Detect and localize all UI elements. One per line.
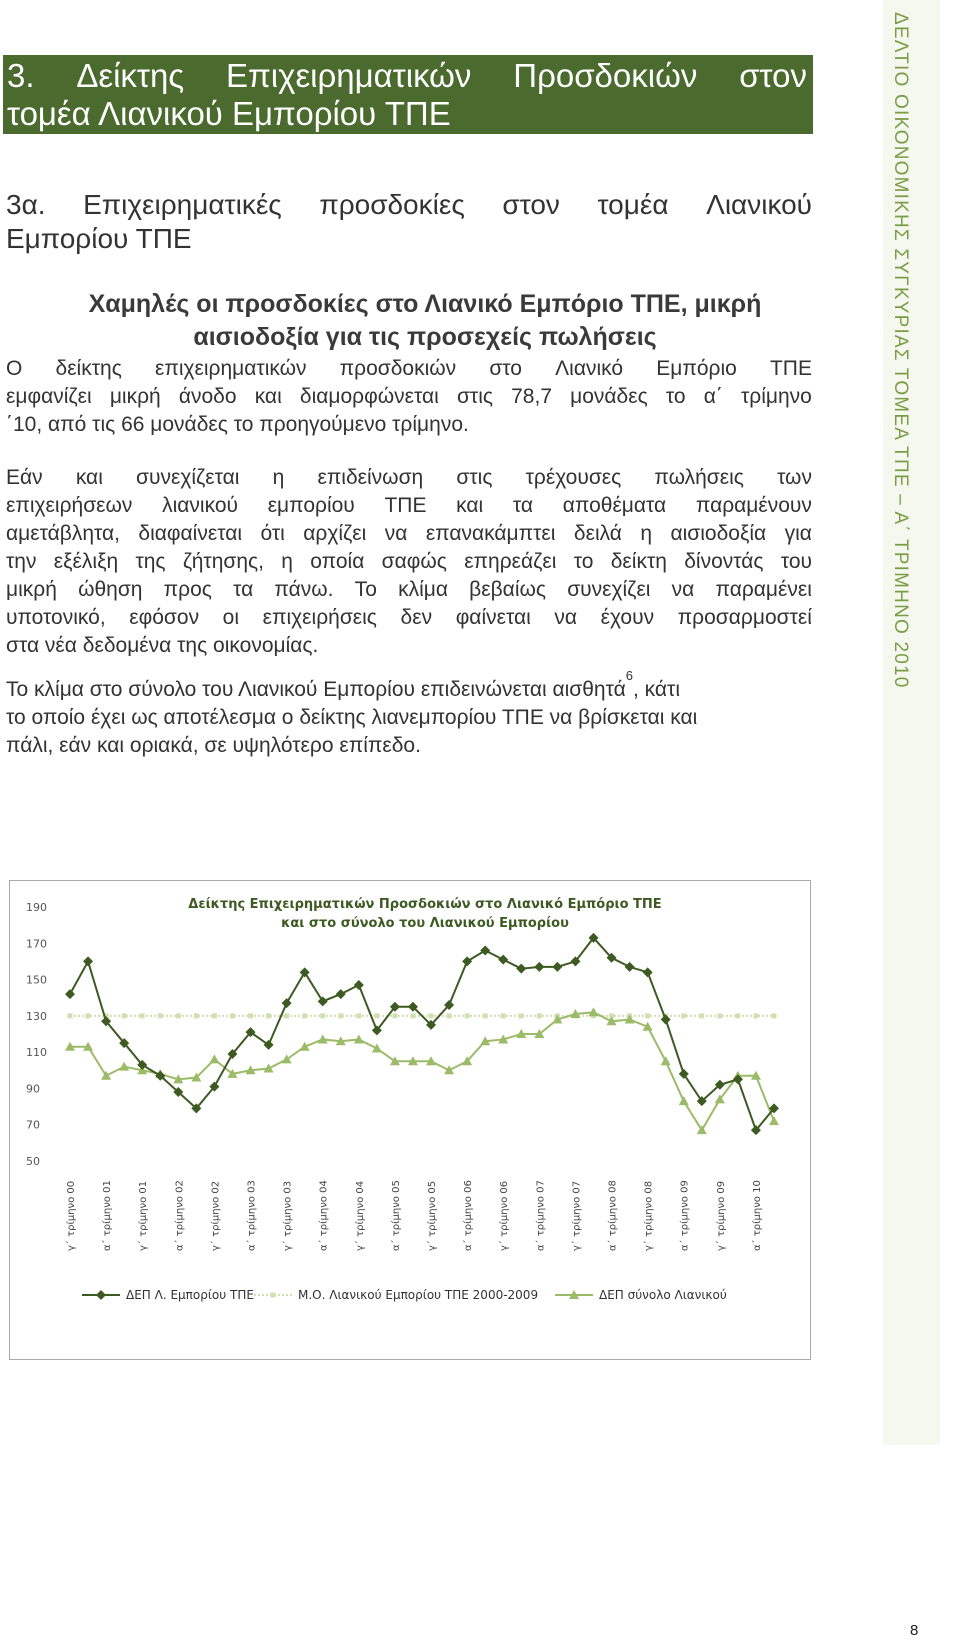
para1-word: επιχειρηματικών [154,357,307,380]
para2-word: η [281,550,293,573]
data-point [753,1013,758,1018]
subsection-heading-line1 [6,188,812,222]
para2-word: λιανικού [162,494,238,517]
para2-word: επιχειρήσεις [262,606,377,629]
para2-word: εμπορίου [267,494,355,517]
para2-word: συνεχίζεται [136,466,240,489]
legend-label: ΔΕΠ σύνολο Λιανικού [599,1288,727,1302]
data-point [498,955,508,965]
data-point [462,956,472,966]
footnote-marker[interactable]: 6 [625,668,633,683]
x-tick-label: α΄ τρίμηνο 05 [390,1180,402,1251]
series-line [70,938,774,1130]
data-point [552,962,562,972]
x-tick-label: γ΄ τρίμηνο 02 [210,1180,222,1251]
data-point [625,962,635,972]
para1-word: το [665,385,686,408]
data-point [717,1013,722,1018]
para2-line [6,576,812,604]
para2-word: επιχειρήσεων [6,494,133,517]
data-point [140,1013,145,1018]
section-title-word: στον [739,57,807,94]
para1-word: τρίμηνο [740,385,812,408]
x-tick-label: γ΄ τρίμηνο 06 [499,1180,511,1251]
page-number: 8 [910,1622,919,1639]
section-title-banner [3,55,813,134]
para2-word: δίνοντάς [684,550,764,573]
para2-word: των [777,466,812,489]
para2-word: τρέχουσες [525,466,622,489]
chart-panel [9,880,811,1360]
para2-word: επανακάμπτει [425,522,556,545]
x-tick-label: α΄ τρίμηνο 09 [679,1180,691,1251]
data-point [230,1013,235,1018]
data-point [119,1062,129,1071]
para2-word: επιδείνωση [317,466,424,489]
para2-word: εφόσον [129,606,200,629]
para2-word: για [784,522,812,545]
para2-word: την [6,550,37,573]
data-point [158,1013,163,1018]
para1-line [6,383,812,411]
para2-word: του [780,550,812,573]
x-tick-label: α΄ τρίμηνο 10 [751,1180,763,1251]
x-tick-label: γ΄ τρίμηνο 01 [138,1180,150,1251]
para2-word: δειλά [573,522,622,545]
chart-title-line1: Δείκτης Επιχειρηματικών Προσδοκιών στο Λιανικό Εμπόριο ΤΠΕ [188,897,662,912]
para2-word: κλίμα [398,578,448,601]
para1-word: και [254,385,282,408]
para1-word: άνοδο [178,385,237,408]
para2-word: οποία [310,550,365,573]
paragraph-3-line3: πάλι, εάν και οριακά, σε υψηλότερο επίπεδο. [6,734,421,757]
para2-word: τα [512,494,534,517]
section-title-word: Επιχειρηματικών [226,57,472,94]
section-title-word: 3. [7,57,35,94]
x-tick-label: α΄ τρίμηνο 03 [246,1180,258,1251]
para1-word: στις [456,385,493,408]
para2-word: η [272,466,285,489]
data-point [212,1013,217,1018]
para2-word: παραμένουν [695,494,812,517]
para1-word: Λιανικό [555,357,624,380]
para1-word: στο [489,357,522,380]
para2-word: το [573,550,594,573]
para1-word: Εμπόριο [656,357,737,380]
para2-word: ώθηση [78,578,143,601]
data-point [372,1044,382,1053]
para1-word: δείκτης [55,357,122,380]
y-tick-label: 190 [26,901,47,914]
section-title-line1 [7,57,807,95]
para1-word: διαμορφώνεται [299,385,439,408]
para2-word: Εάν [6,466,43,489]
data-point [429,1013,434,1018]
x-tick-label: γ΄ τρίμηνο 09 [715,1180,727,1251]
para2-line: στα νέα δεδομένα της οικονομίας. [6,634,319,657]
x-tick-label: γ΄ τρίμηνο 03 [282,1180,294,1251]
para2-word: προς [163,578,212,601]
para2-word: έχουν [600,606,655,629]
y-tick-label: 70 [26,1118,40,1132]
data-point [516,964,526,974]
para2-word: βεβαίως [469,578,546,601]
data-point [410,1013,415,1018]
data-point [356,1013,361,1018]
x-tick-label: γ΄ τρίμηνο 08 [643,1180,655,1251]
data-point [483,1013,488,1018]
para2-word: αποθέματα [562,494,667,517]
x-tick-label: α΄ τρίμηνο 08 [607,1180,619,1251]
data-point [444,1065,454,1074]
section-title-word: Προσδοκιών [513,57,698,94]
line-chart [10,881,810,1359]
y-tick-label: 90 [26,1082,40,1096]
para1-line [6,355,812,383]
para2-word: προσαρμοστεί [677,606,812,629]
para1-word: μονάδες [570,385,648,408]
lead-line2: αισιοδοξία για τις προσεχείς πωλήσεις [193,323,657,351]
para2-word: παραμένει [715,578,812,601]
subsection-heading-word: προσδοκίες [319,189,465,220]
x-tick-label: α΄ τρίμηνο 02 [174,1180,186,1251]
subsection-heading-word: Λιανικού [706,189,812,220]
para2-word: φαίνεται [455,606,531,629]
para2-word: η [640,522,653,545]
data-point [318,996,328,1006]
data-point [336,989,346,999]
subsection-heading [6,188,812,256]
para2-word: ζήτησης, [182,550,264,573]
data-point [537,1013,542,1018]
data-point [661,1056,671,1065]
legend-marker [96,1290,106,1300]
data-point [392,1013,397,1018]
para1-word: α΄ [703,385,723,408]
paragraph-3-text-b: , κάτι [632,678,680,701]
para2-word: να [384,522,408,545]
data-point [354,980,364,990]
sidebar-running-title: ΔΕΛΤΙΟ ΟΙΚΟΝΟΜΙΚΗΣ ΣΥΓΚΥΡΙΑΣ ΤΟΜΕΑ ΤΠΕ – Α΄ ΤΡΙΜΗΝΟ 2010 [890,12,911,689]
para1-word: εμφανίζει [6,385,92,408]
data-point [645,1013,650,1018]
data-point [769,1116,779,1125]
para2-line [6,548,812,576]
para2-word: δεν [400,606,433,629]
data-point [699,1013,704,1018]
data-point [447,1013,452,1018]
data-point [65,989,75,999]
para2-word: αισιοδοξία [670,522,767,545]
x-tick-label: γ΄ τρίμηνο 05 [427,1180,439,1251]
data-point [83,956,93,966]
para2-word: αρχίζει [303,522,367,545]
para2-word: στις [456,466,493,489]
data-point [209,1054,219,1063]
data-point [735,1013,740,1018]
para2-word: μικρή [6,578,57,601]
para2-word: συνεχίζει [567,578,651,601]
data-point [101,1071,111,1080]
para2-line [6,604,812,632]
data-point [501,1013,506,1018]
x-tick-label: α΄ τρίμηνο 06 [463,1180,475,1251]
para2-word: τα [233,578,254,601]
data-point [681,1013,686,1018]
data-point [679,1096,689,1105]
para2-word: οι [222,606,240,629]
para2-word: αμετάβλητα, [6,522,120,545]
subsection-heading-word: στον [502,189,560,220]
section-title-word: Δείκτης [76,57,185,94]
data-point [176,1013,181,1018]
para2-word: της [135,550,166,573]
para2-line [6,520,812,548]
para1-word: 78,7 [511,385,552,408]
lead-line1: Χαμηλές οι προσδοκίες στο Λιανικό Εμπόριο ΤΠΕ, μικρή [88,290,762,318]
para1-word: ΤΠΕ [769,357,812,380]
subsection-heading-word: τομέα [597,189,669,220]
y-tick-label: 150 [26,973,47,987]
para2-line [6,492,812,520]
para2-word: να [671,578,695,601]
chart-title-line2: και στο σύνολο του Λιανικού Εμπορίου [281,916,569,931]
legend-label: Μ.Ο. Λιανικού Εμπορίου ΤΠΕ 2000-2009 [298,1288,539,1302]
para1-word: προσδοκιών [339,357,457,380]
para2-word: πάνω. [274,578,334,601]
data-point [266,1013,271,1018]
data-point [282,998,292,1008]
x-tick-label: γ΄ τρίμηνο 07 [571,1180,583,1251]
paragraph-1 [6,355,812,439]
data-point [320,1013,325,1018]
paragraph-3-text-a: Το κλίμα στο σύνολο του Λιανικού Εμπορίου επιδεινώνεται αισθητά [6,678,626,701]
y-tick-label: 170 [26,937,47,951]
subsection-heading-word: 3α. [6,189,46,220]
para1-word: μικρή [109,385,161,408]
legend-marker [271,1293,276,1298]
data-point [338,1013,343,1018]
data-point [194,1013,199,1018]
para2-word: σαφώς [381,550,447,573]
data-point [86,1013,91,1018]
data-point [302,1013,307,1018]
subsection-heading-line2: Εμπορίου ΤΠΕ [6,223,192,254]
para2-word: επηρεάζει [464,550,557,573]
para2-word: ΤΠΕ [384,494,427,517]
para2-word: δείκτη [610,550,667,573]
para2-word: να [554,606,578,629]
paragraph-3-line2: το οποίο έχει ως αποτέλεσμα ο δείκτης λιανεμπορίου ΤΠΕ να βρίσκεται και [6,706,698,729]
paragraph-3 [6,668,812,760]
y-tick-label: 130 [26,1009,47,1023]
y-tick-label: 50 [26,1155,40,1168]
data-point [772,1013,777,1018]
data-point [122,1013,127,1018]
para2-word: Το [354,578,377,601]
data-point [697,1125,707,1134]
para2-word: ότι [260,522,285,545]
y-tick-label: 110 [26,1046,47,1060]
data-point [480,946,490,956]
para1-word: Ο [6,357,23,380]
para2-word: εξέλιξη [53,550,119,573]
data-point [300,967,310,977]
data-point [519,1013,524,1018]
para2-word: διαφαίνεται [138,522,243,545]
data-point [374,1013,379,1018]
section-title-line2: τομέα Λιανικού Εμπορίου ΤΠΕ [7,95,451,132]
data-point [465,1013,470,1018]
subsection-heading-word: Επιχειρηματικές [83,189,282,220]
x-tick-label: α΄ τρίμηνο 07 [535,1180,547,1251]
data-point [643,967,653,977]
x-tick-label: γ΄ τρίμηνο 04 [354,1180,366,1251]
para2-word: και [456,494,484,517]
data-point [68,1013,73,1018]
data-point [248,1013,253,1018]
para2-line [6,464,812,492]
data-point [284,1013,289,1018]
para2-word: και [75,466,103,489]
para2-word: υποτονικό, [6,606,106,629]
paragraph-2 [6,464,812,660]
para2-word: πωλήσεις [654,466,744,489]
x-tick-label: α΄ τρίμηνο 04 [318,1180,330,1251]
lead-heading [40,288,810,354]
x-tick-label: γ΄ τρίμηνο 00 [66,1180,77,1251]
paragraph-3-line1 [6,668,812,704]
data-point [534,962,544,972]
para1-line: ΄10, από τις 66 μονάδες το προηγούμενο τρίμηνο. [6,413,469,436]
x-tick-label: α΄ τρίμηνο 01 [102,1180,114,1251]
legend-label: ΔΕΠ Λ. Εμπορίου ΤΠΕ [126,1288,254,1302]
